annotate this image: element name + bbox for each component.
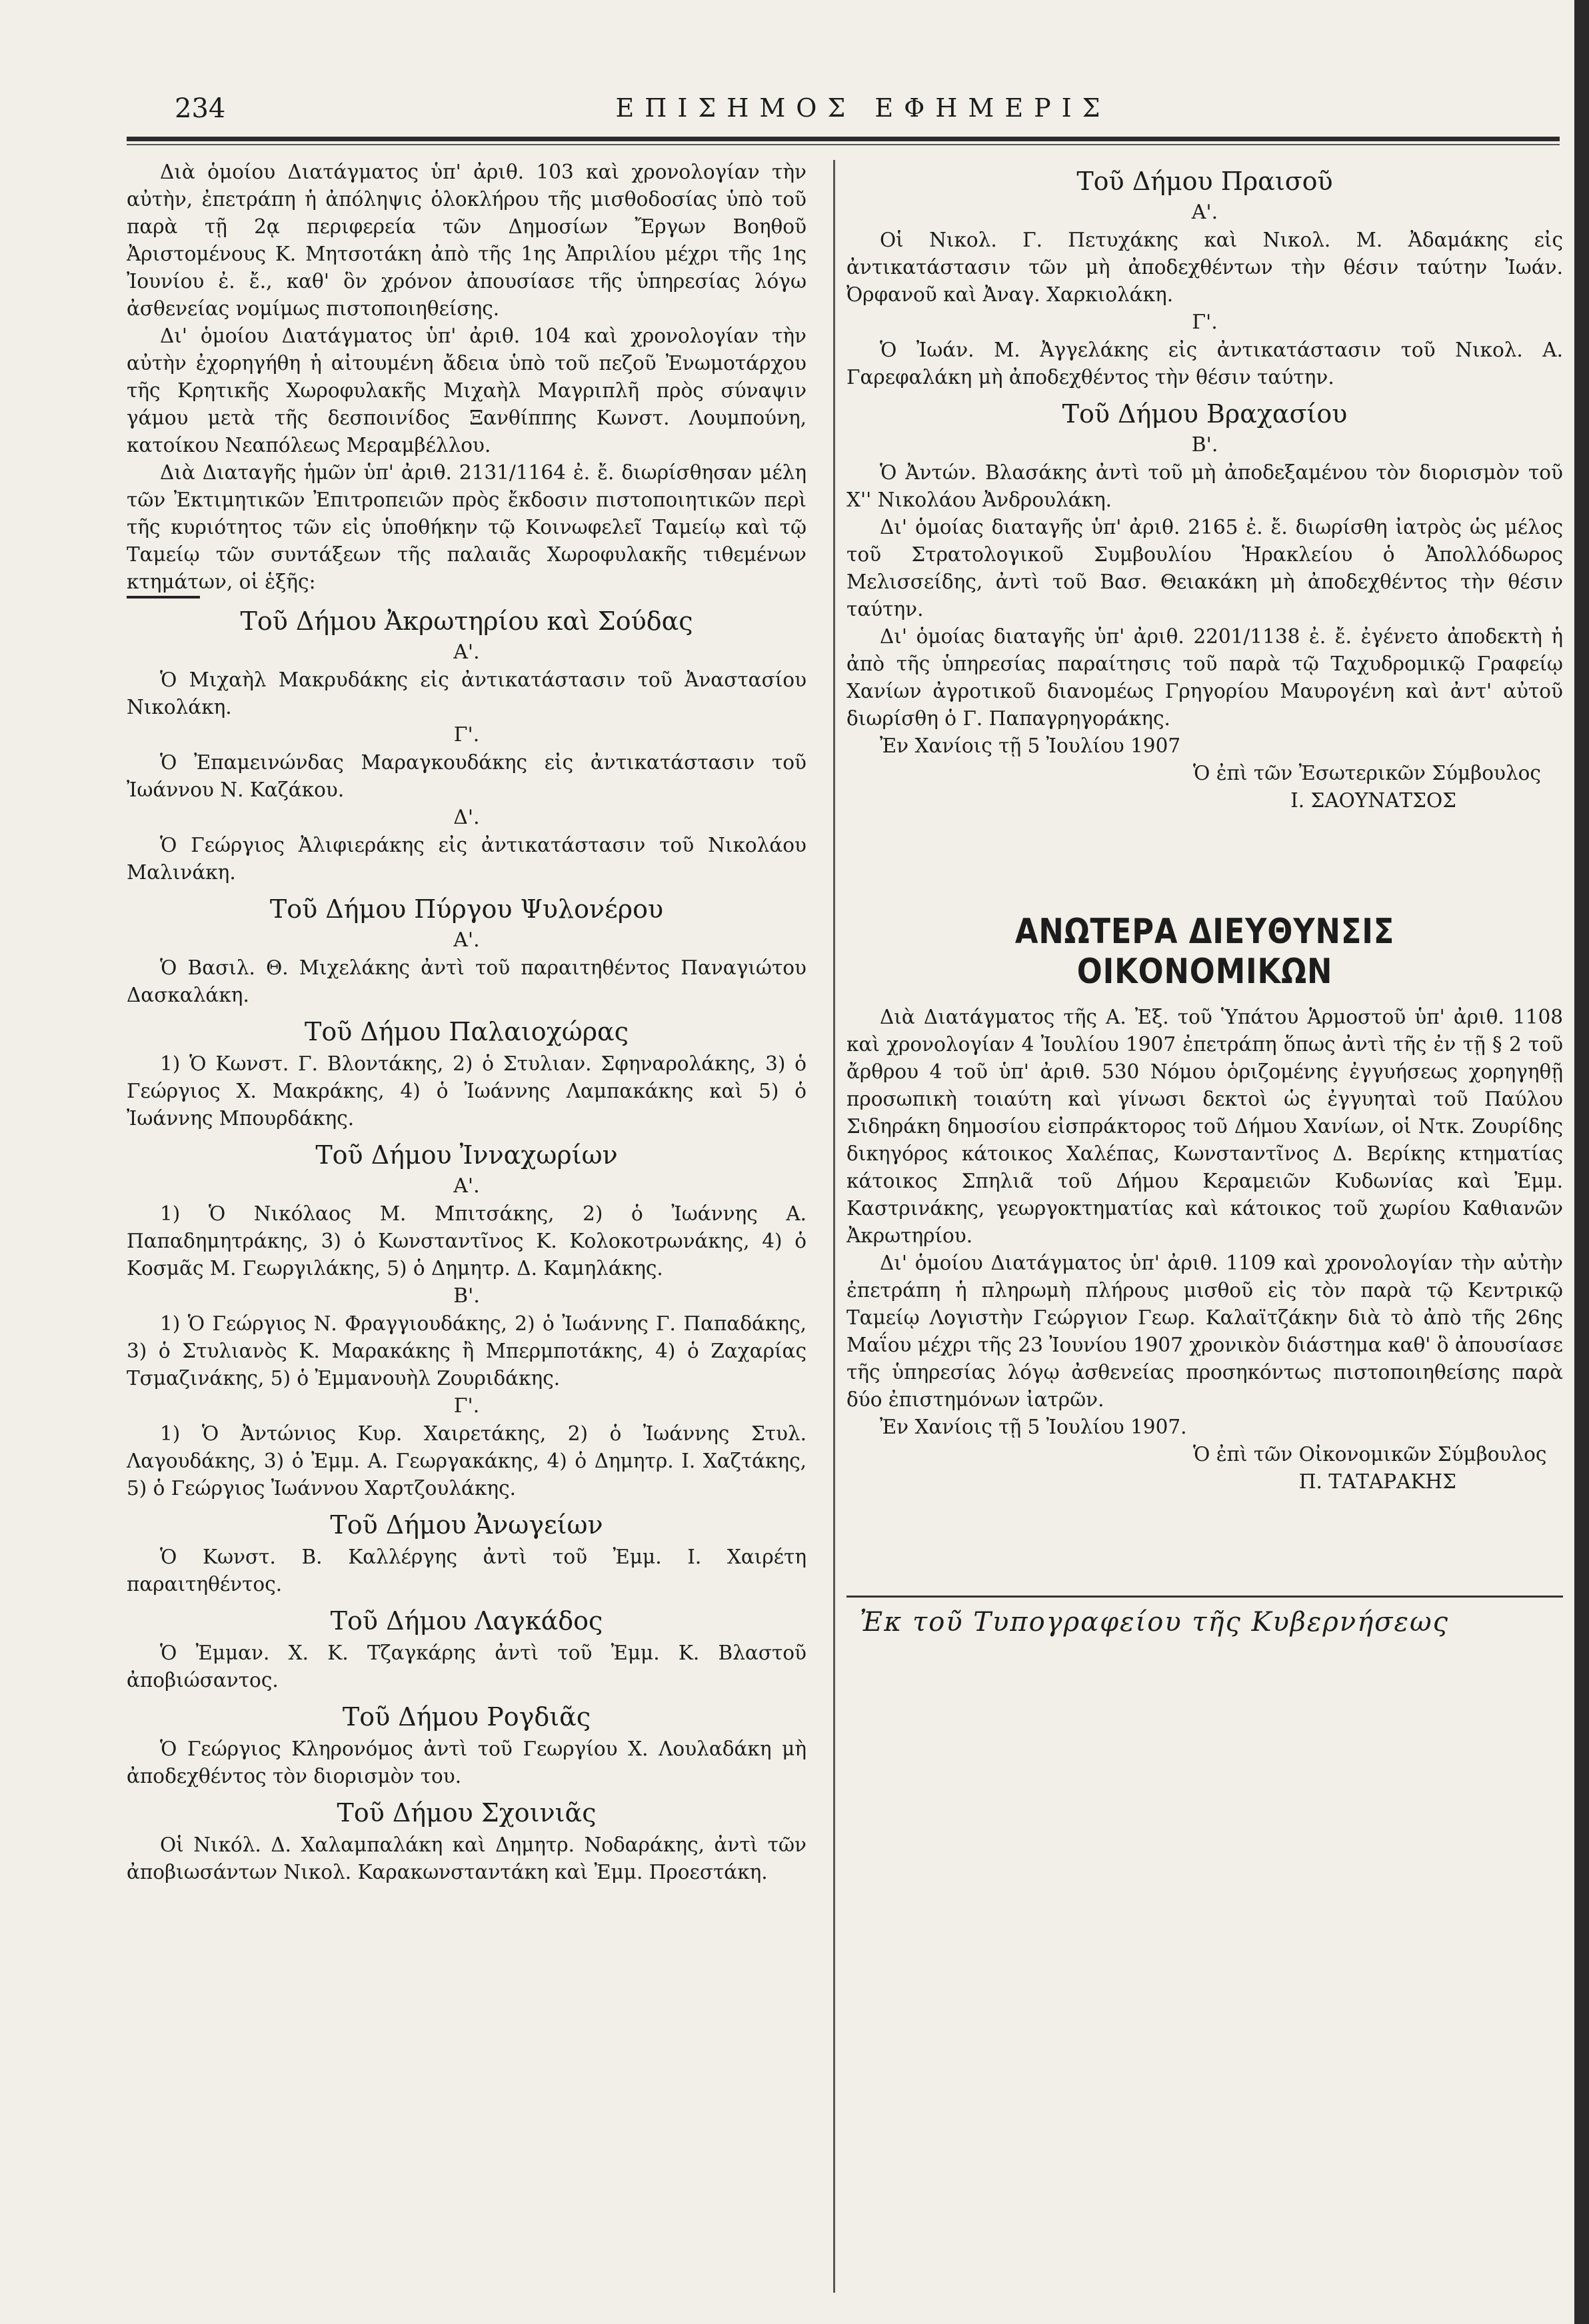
subsection-letter: Γ'. [453, 1394, 480, 1418]
paragraph: Ὁ Ἐπαμεινώνδας Μαραγκουδάκης εἰς ἀντικατάστασιν τοῦ Ἰωάννου Ν. Καζάκου. [127, 751, 806, 801]
paragraph: 1) Ὁ Κωνστ. Γ. Βλοντάκης, 2) ὁ Στυλιαν. Σφηναρολάκης, 3) ὁ Γεώργιος Χ. Μακράκης, 4) ὁ Ἰωάννης Λαμπακάκης καὶ 5) ὁ Ἰωάννης Μπουρδάκης. [127, 1052, 806, 1130]
paragraph: Δι' ὁμοίου Διατάγματος ὑπ' ἀριθ. 104 καὶ χρονολογίαν τὴν αὐτὴν ἐχορηγήθη ἡ αἰτουμένη ἄδεια ὑπὸ τοῦ πεζοῦ Ἐνωμοτάρχου τῆς Κρητικῆς Χωροφυλακῆς Μιχαὴλ Μαγριπλῆ πρὸς σύναψιν γάμου μετὰ τῆς δεσποινίδος Ξανθίππης Κωνστ. Λουμπούνη, κατοίκου Νεαπόλεως Μεραμβέλλου. [127, 325, 806, 457]
paragraph: Δι' ὁμοίας διαταγῆς ὑπ' ἀριθ. 2165 ἐ. ἔ. διωρίσθη ἰατρὸς ὡς μέλος τοῦ Στρατολογικοῦ Συμβουλίου Ἡρακλείου ὁ Ἀπολλόδωρος Μελισσείδης, ἀντὶ τοῦ Βασ. Θειακάκη μὴ ἀποδεχθέντος τὴν θέσιν ταύτην. [846, 516, 1563, 620]
short-rule [127, 596, 200, 598]
subsection-letter: Α'. [1191, 201, 1218, 224]
subsection-letter: Γ'. [453, 723, 480, 746]
paragraph: 1) Ὁ Ἀντώνιος Κυρ. Χαιρετάκης, 2) ὁ Ἰωάννης Στυλ. Λαγουδάκης, 3) ὁ Ἐμμ. Α. Γεωργακάκης, 4) ὁ Δημητρ. Ι. Χαζτάκης, 5) ὁ Γεώργιος Ἰωάννου Χαρτζουλάκης. [127, 1422, 806, 1500]
column-divider [833, 160, 835, 2293]
subsection-letter: Α'. [453, 640, 480, 664]
section-heading: Τοῦ Δήμου Ρογδιᾶς [342, 1702, 591, 1732]
paragraph: Ὁ Γεώργιος Κληρονόμος ἀντὶ τοῦ Γεωργίου Χ. Λουλαδάκη μὴ ἀποδεχθέντος τὸν διορισμὸν του. [127, 1738, 806, 1787]
section-heading: Τοῦ Δήμου Ἀκρωτηρίου καὶ Σούδας [240, 606, 693, 636]
subsection-letter: Α'. [453, 1174, 480, 1198]
section-heading: Τοῦ Δήμου Πραισοῦ [1076, 167, 1333, 196]
section-heading: Τοῦ Δήμου Ἰνναχωρίων [315, 1140, 618, 1170]
header-rule [127, 137, 1560, 141]
paragraph: 1) Ὁ Νικόλαος Μ. Μπιτσάκης, 2) ὁ Ἰωάννης Α. Παπαδημητράκης, 3) ὁ Κωνσταντῖνος Κ. Κολοκοτρωνάκης, 4) ὁ Κοσμᾶς Μ. Γεωργιλάκης, 5) ὁ Δημητρ. Δ. Καμηλάκης. [127, 1202, 806, 1280]
paragraph: 1) Ὁ Γεώργιος Ν. Φραγγιουδάκης, 2) ὁ Ἰωάννης Γ. Παπαδάκης, 3) ὁ Στυλιανὸς Κ. Μαρακάκης ἢ Μπερμποτάκης, 4) ὁ Ζαχαρίας Τσμαζινάκης, 5) ὁ Ἐμμανουὴλ Ζουριδάκης. [127, 1312, 806, 1390]
section-heading: Τοῦ Δήμου Λαγκάδος [330, 1606, 603, 1636]
signer-title: Ὁ ἐπὶ τῶν Οἰκονομικῶν Σύμβουλος [1193, 1443, 1547, 1466]
signer-title: Ὁ ἐπὶ τῶν Ἐσωτερικῶν Σύμβουλος [1193, 762, 1541, 784]
page-header [167, 93, 1560, 133]
date-line: Ἐν Χανίοις τῇ 5 Ἰουλίου 1907. [880, 1416, 1187, 1438]
paragraph: Οἱ Νικόλ. Δ. Χαλαμπαλάκη καὶ Δημητρ. Νοδαράκης, ἀντὶ τῶν ἀποβιωσάντων Νικολ. Καρακωνσταντάκη καὶ Ἐμμ. Προεστάκη. [127, 1833, 806, 1883]
paragraph: Ὁ Ἐμμαν. Χ. Κ. Τζαγκάρης ἀντὶ τοῦ Ἐμμ. Κ. Βλαστοῦ ἀποβιώσαντος. [127, 1642, 806, 1692]
signer-name: Ι. ΣΑΟΥΝΑΤΣΟΣ [1290, 789, 1456, 812]
printer-imprint: Ἐκ τοῦ Τυπογραφείου τῆς Κυβερνήσεως [846, 1596, 1563, 1638]
signer-name: Π. ΤΑΤΑΡΑΚΗΣ [1298, 1470, 1456, 1493]
section-heading: Τοῦ Δήμου Ἀνωγείων [330, 1510, 603, 1540]
paragraph: Ὁ Ἀντών. Βλασάκης ἀντὶ τοῦ μὴ ἀποδεξαμένου τὸν διορισμὸν τοῦ Χ'' Νικολάου Ἀνδρουλάκη. [846, 461, 1563, 511]
paragraph: Ὁ Βασιλ. Θ. Μιχελάκης ἀντὶ τοῦ παραιτηθέντος Παναγιώτου Δασκαλάκη. [127, 956, 806, 1006]
subsection-letter: Δ'. [453, 806, 480, 829]
paragraph: Διὰ Διαταγῆς ἡμῶν ὑπ' ἀριθ. 2131/1164 ἐ. ἔ. διωρίσθησαν μέλη τῶν Ἐκτιμητικῶν Ἐπιτροπειῶν πρὸς ἔκδοσιν πιστοποιητικῶν περὶ τῆς κυριότητος τῶν εἰς ὑποθήκην τῷ Κοινωφελεῖ Ταμείῳ καὶ τῷ Ταμείῳ τῶν συντάξεων τῆς παλαιᾶς Χωροφυλακῆς τιθεμένων κτημάτων, οἱ ἑξῆς: [127, 461, 806, 593]
paragraph: Ὁ Γεώργιος Ἀλιφιεράκης εἰς ἀντικατάστασιν τοῦ Νικολάου Μαλινάκη. [127, 834, 806, 884]
date-line: Ἐν Χανίοις τῇ 5 Ἰουλίου 1907 [880, 734, 1181, 757]
right-column [846, 159, 1563, 1638]
section-heading: Τοῦ Δήμου Πύργου Ψυλονέρου [269, 894, 664, 924]
department-heading: ΑΝΩΤΕΡΑ ΔΙΕΥΘΥΝΣΙΣ ΟΙΚΟΝΟΜΙΚΩΝ [1014, 912, 1395, 992]
section-heading: Τοῦ Δήμου Παλαιοχώρας [305, 1017, 629, 1046]
paragraph: Ὁ Κωνστ. Β. Καλλέργης ἀντὶ τοῦ Ἐμμ. Ι. Χαιρέτη παραιτηθέντος. [127, 1546, 806, 1596]
paragraph: Δι' ὁμοίου Διατάγματος ὑπ' ἀριθ. 1109 καὶ χρονολογίαν τὴν αὐτὴν ἐπετράπη ἡ πληρωμὴ πλήρους μισθοῦ εἰς τὸν παρὰ τῷ Κεντρικῷ Ταμείῳ Λογιστὴν Γεώργιον Γεωρ. Καλαϊτζάκην διὰ τὸ ἀπὸ τῆς 26ης Μαΐου μέχρι τῆς 23 Ἰουνίου 1907 χρονικὸν διάστημα καθ' ὃ ἀπουσίασε τῆς ὑπηρεσίας λόγῳ ἀσθενείας προσηκόντως πιστοποιηθείσης παρὰ δύο ἐπιστημόνων ἰατρῶν. [846, 1252, 1563, 1411]
subsection-letter: Γ'. [1192, 311, 1218, 334]
paragraph: Ὁ Ἰωάν. Μ. Ἀγγελάκης εἰς ἀντικατάστασιν τοῦ Νικολ. Α. Γαρεφαλάκη μὴ ἀποδεχθέντος τὴν θέσιν ταύτην. [846, 339, 1563, 389]
section-heading: Τοῦ Δήμου Βραχασίου [1062, 399, 1348, 429]
paragraph: Διὰ Διατάγματος τῆς Α. Ἐξ. τοῦ Ὑπάτου Ἁρμοστοῦ ὑπ' ἀριθ. 1108 καὶ χρονολογίαν 4 Ἰουλίου 1907 ἐπετράπη ὅπως ἀντὶ τῆς ἐν τῇ § 2 τοῦ ἄρθρου 4 τοῦ ὑπ' ἀριθ. 530 Νόμου ὁριζομένης ἐγγυήσεως χορηγηθῇ προσωπικὴ τοιαύτη καὶ γίνωσι δεκτοὶ ὡς ἐγγυηταὶ τοῦ Παύλου Σιδηράκη δημοσίου εἰσπράκτορος τοῦ Δήμου Χανίων, οἱ Ντκ. Ζουρίδης δικηγόρος κάτοικος Χαλέπας, Κωνσταντῖνος Δ. Βερίκης κτηματίας κάτοικος Σπηλιᾶ τοῦ Δήμου Κεραμειῶν Κυδωνίας καὶ Ἐμμ. Καστρινάκης, γεωργοκτηματίας καὶ κάτοικος τοῦ χωρίου Καθιανῶν Ἀκρωτηρίου. [846, 1006, 1563, 1247]
page-number: 234 [175, 93, 226, 124]
paragraph: Δι' ὁμοίας διαταγῆς ὑπ' ἀριθ. 2201/1138 ἐ. ἔ. ἐγένετο ἀποδεκτὴ ἡ ἀπὸ τῆς ὑπηρεσίας παραίτησις τοῦ παρὰ τῷ Ταχυδρομικῷ Γραφείῳ Χανίων ἀγροτικοῦ διανομέως Γρηγορίου Μαυρογένη καὶ ἀντ' αὐτοῦ διωρίσθη ὁ Γ. Παπαγρηγοράκης. [846, 625, 1563, 730]
header-rule-thin [127, 144, 1560, 145]
paragraph: Διὰ ὁμοίου Διατάγματος ὑπ' ἀριθ. 103 καὶ χρονολογίαν τὴν αὐτὴν, ἐπετράπη ἡ ἀπόληψις ὁλοκλήρου τῆς μισθοδοσίας ὑπὸ τοῦ παρὰ τῇ 2ᾳ περιφερεία τῶν Δημοσίων Ἔργων Βοηθοῦ Ἀριστομένους Κ. Μητσοτάκη ἀπὸ τῆς 1ης Ἀπριλίου μέχρι τῆς 1ης Ἰουνίου ἐ. ἔ., καθ' ὃν χρόνον ἀπουσίασε τῆς ὑπηρεσίας λόγω ἀσθενείας νομίμως πιστοποιηθείσης. [127, 161, 806, 320]
running-title: ΕΠΙΣΗΜΟΣ ΕΦΗΜΕΡΙΣ [615, 93, 1111, 123]
page-edge-shadow [1574, 0, 1589, 2324]
paragraph: Οἱ Νικολ. Γ. Πετυχάκης καὶ Νικολ. Μ. Ἀδαμάκης εἰς ἀντικατάστασιν τῶν μὴ ἀποδεχθέντων τὴν θέσιν ταύτην Ἰωάν. Ὀρφανοῦ καὶ Ἀναγ. Χαρκιολάκη. [846, 229, 1563, 306]
subsection-letter: Β'. [1191, 433, 1218, 457]
section-heading: Τοῦ Δήμου Σχοινιᾶς [337, 1798, 597, 1827]
subsection-letter: Α'. [453, 928, 480, 952]
left-column [127, 159, 806, 1886]
subsection-letter: Β'. [453, 1284, 480, 1308]
paragraph: Ὁ Μιχαὴλ Μακρυδάκης εἰς ἀντικατάστασιν τοῦ Ἀναστασίου Νικολάκη. [127, 668, 806, 718]
